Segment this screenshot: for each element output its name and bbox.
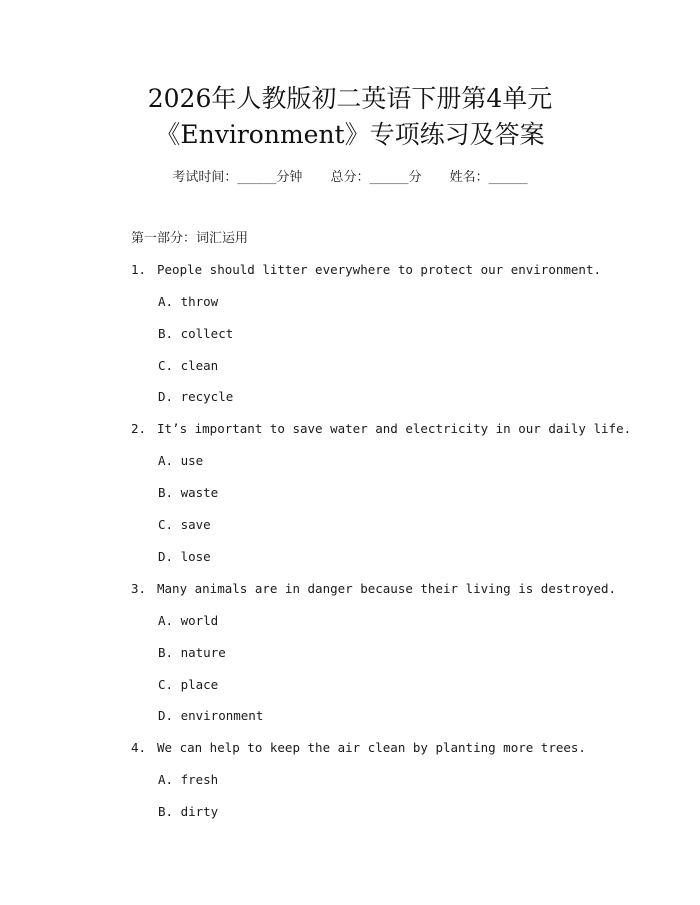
question-1-option-b: B. collect xyxy=(158,326,234,341)
total-score-blank: ______ xyxy=(369,170,409,185)
section-title: 第一部分：词汇运用 xyxy=(131,231,249,246)
question-2-option-d: D. lose xyxy=(158,549,211,564)
exam-time-unit: 分钟 xyxy=(276,170,303,185)
student-name-label: 姓名： xyxy=(449,170,489,185)
question-text: Many animals are in danger because their living is destroyed. xyxy=(157,581,617,596)
exam-time-field xyxy=(172,169,302,187)
question-2-option-b: B. waste xyxy=(158,485,219,500)
question-4 xyxy=(131,739,586,757)
question-4-option-a: A. fresh xyxy=(158,772,219,787)
student-name-blank: ______ xyxy=(488,170,528,185)
question-2 xyxy=(131,420,631,438)
exam-time-label: 考试时间： xyxy=(172,170,238,185)
question-2-option-a: A. use xyxy=(158,453,204,468)
exam-info-line xyxy=(0,169,700,187)
question-1-option-d: D. recycle xyxy=(158,389,234,404)
student-name-field xyxy=(450,169,528,187)
question-text: People should litter everywhere to protect our environment. xyxy=(157,262,602,277)
question-3 xyxy=(131,580,616,598)
question-3-option-d: D. environment xyxy=(158,708,264,723)
question-number: 3. xyxy=(131,581,147,596)
question-number: 2. xyxy=(131,421,147,436)
total-score-unit: 分 xyxy=(408,170,422,185)
total-score-field xyxy=(330,169,421,187)
question-1-option-a: A. throw xyxy=(158,294,219,309)
question-3-option-a: A. world xyxy=(158,613,219,628)
question-text: It’s important to save water and electricity in our daily life. xyxy=(157,421,632,436)
document-title-line1: 2026年人教版初二英语下册第4单元 xyxy=(147,84,553,113)
question-3-option-b: B. nature xyxy=(158,645,226,660)
question-number: 4. xyxy=(131,740,147,755)
question-3-option-c: C. place xyxy=(158,677,219,692)
question-2-option-c: C. save xyxy=(158,517,211,532)
question-number: 1. xyxy=(131,262,147,277)
document-title-line2: 《Environment》专项练习及答案 xyxy=(155,120,545,149)
question-1-option-c: C. clean xyxy=(158,358,219,373)
question-1 xyxy=(131,261,601,279)
question-text: We can help to keep the air clean by planting more trees. xyxy=(157,740,586,755)
exam-time-blank: ______ xyxy=(237,170,277,185)
total-score-label: 总分： xyxy=(330,170,370,185)
question-4-option-b: B. dirty xyxy=(158,804,219,819)
